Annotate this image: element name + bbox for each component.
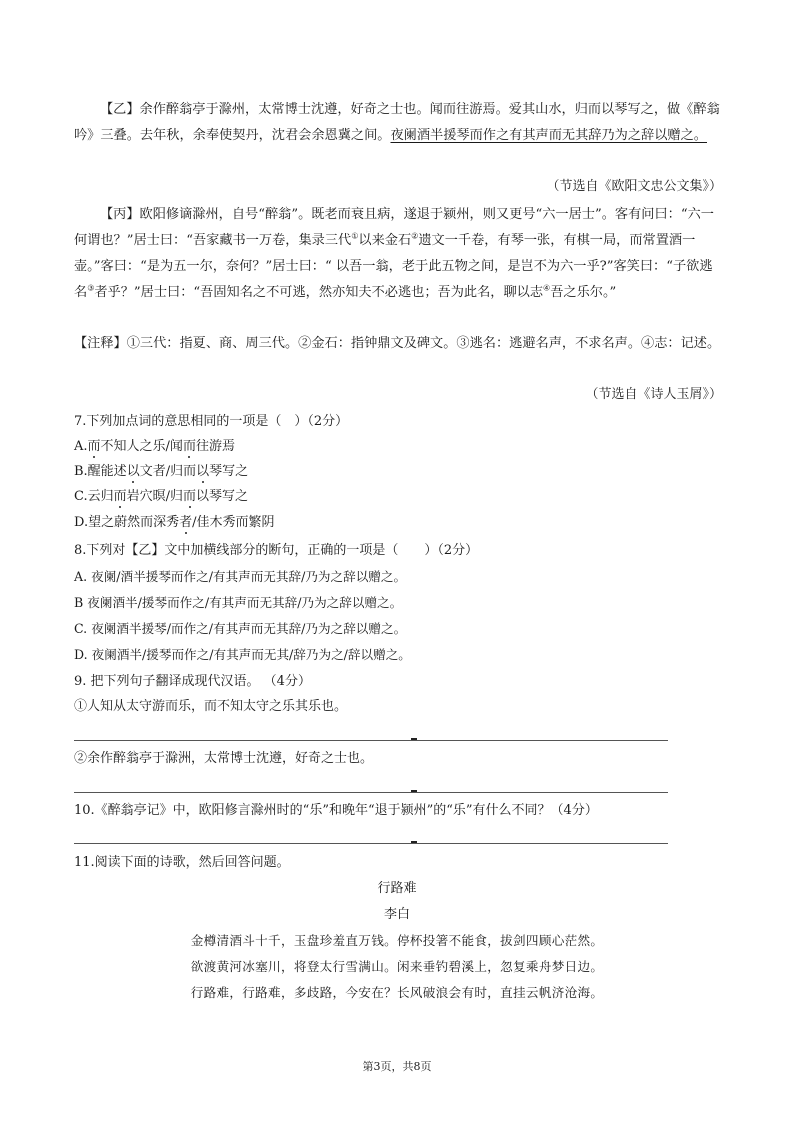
note-ref-1: ① — [351, 231, 359, 241]
q9-answer-line-2 — [74, 792, 668, 793]
poem-line-3: 行路难，行路难，多歧路，今安在？长风破浪会有时，直挂云帆济沧海。 — [190, 985, 604, 1000]
q7-b-dotted: 以 — [126, 464, 140, 479]
q7-a-part: 往游焉 — [195, 439, 235, 454]
q8-stem: 8.下列对【乙】文中加横线部分的断句，正确的一项是（ ）（2分） — [74, 543, 479, 558]
q7-c-part: C.云归 — [74, 489, 114, 504]
q9-answer-line-1 — [74, 740, 668, 741]
q7-d-part: /佳木秀而繁阴 — [192, 515, 275, 530]
passage-yi — [74, 97, 722, 149]
passage-yi-text: 【乙】余作醉翁亭于滁州，太常博士沈遵，好奇之士也。闻而往游焉。爱其山水，归而以琴写之，做《醉翁吟》三叠。去年秋，余奉使契丹，沈君会余恩冀之间。 — [74, 102, 720, 143]
q7-a-part: 不知人之乐/闻 — [100, 439, 183, 454]
passage-bing-source: （节选自《诗人玉屑》） — [585, 387, 722, 402]
answer-line-mark — [411, 738, 417, 740]
passage-bing-text-2: 以来金石 — [358, 233, 412, 248]
passage-bing-text-5: 吾之乐尔。” — [550, 285, 617, 300]
q7-b-part: 文者/归而 — [139, 464, 197, 479]
passage-yi-source: （节选自《欧阳文忠公文集》） — [546, 179, 722, 194]
q9-sentence-2: ②余作醉翁亭于滁洲，太常博士沈遵，好奇之士也。 — [74, 751, 374, 766]
q7-c-part: 岩穴暝/归 — [126, 489, 184, 504]
q7-c-dotted: 而 — [113, 489, 127, 504]
passage-yi-underlined: 夜阑酒半援琴而作之有其声而无其辞乃为之辞以赠之。 — [390, 128, 707, 143]
q7-option-b — [74, 462, 248, 482]
q8-option-a: A. 夜阑/酒半援琴而作之/有其声而无其辞/乃为之辞以赠之。 — [74, 569, 407, 584]
q7-stem: 7.下列加点词的意思相同的一项是（ ）（2分） — [74, 414, 349, 429]
note-ref-2: ② — [411, 231, 419, 241]
q7-d-part: D.望之蔚然而深秀 — [74, 515, 180, 530]
q8-option-b: B 夜阑酒半/援琴而作之/有其声而无其辞/乃为之辞以赠之。 — [74, 595, 403, 610]
q7-c-dotted: 而 — [183, 489, 197, 504]
q7-d-dotted: 者 — [179, 515, 193, 530]
poem-title: 行路难 — [377, 881, 417, 896]
answer-line-mark — [411, 841, 417, 843]
poem-author: 李白 — [383, 907, 410, 922]
passage-bing-text-4: 者乎？”居士曰：“吾固知名之不可逃，然亦知夫不必逃也；吾为此名，聊以志 — [94, 285, 544, 300]
passage-bing-text-3: 遗文一千卷，有琴一张，有棋一局，而常置酒一壶。”客曰：“是为五一尔，奈何？”居士曰：“ 以吾一翁，老于此五物之间，是岂不为六一乎?”客笑曰：“子欲逃名 — [74, 233, 713, 300]
q10-answer-line — [74, 843, 668, 844]
note-ref-4: ④ — [543, 283, 551, 293]
note-ref-3: ③ — [87, 283, 95, 293]
q7-b-part: B.醒能述 — [74, 464, 127, 479]
poem-line-1: 金樽清酒斗十千，玉盘珍羞直万钱。停杯投箸不能食，拔剑四顾心茫然。 — [190, 933, 604, 948]
q7-b-part: 琴写之 — [209, 464, 249, 479]
q7-option-d — [74, 513, 275, 533]
q7-a-dotted: 而 — [87, 439, 101, 454]
q7-option-c — [74, 487, 248, 507]
passage-bing-notes: 【注释】①三代：指夏、商、周三代。②金石：指钟鼎文及碑文。③逃名：逃避名声，不求名声。④志：记述。 — [74, 336, 721, 351]
q7-a-part: A. — [74, 439, 88, 454]
poem-line-2: 欲渡黄河冰塞川，将登太行雪满山。闲来垂钓碧溪上，忽复乘舟梦日边。 — [190, 959, 604, 974]
q9-sentence-1: ①人知从太守游而乐，而不知太守之乐其乐也。 — [74, 699, 348, 714]
page-footer: 第3页，共8页 — [362, 1060, 432, 1073]
q9-stem: 9. 把下列句子翻译成现代汉语。 （4分） — [74, 674, 311, 689]
q8-option-d: D. 夜阑酒半/援琴而作之/有其声而无其/辞乃为之/辞以赠之。 — [74, 647, 411, 662]
q7-b-dotted: 以 — [196, 464, 210, 479]
q8-option-c: C. 夜阑酒半援琴/而作之/有其声而无其辞/乃为之辞以赠之。 — [74, 621, 407, 636]
q11-stem: 11.阅读下面的诗歌，然后回答问题。 — [74, 855, 290, 870]
q7-c-part: 以琴写之 — [196, 489, 249, 504]
answer-line-mark — [411, 790, 417, 792]
passage-bing — [74, 202, 722, 306]
q7-a-dotted: 而 — [182, 439, 196, 454]
q10-stem: 10.《醉翁亭记》中，欧阳修言滁州时的“乐”和晚年“退于颍州”的“乐”有什么不同？（4分） — [74, 803, 598, 818]
passage-bing-text-1: 【丙】欧阳修谪滁州，自号“醉翁”。既老而衰且病，遂退于颍州，则又更号“六一居士”。客有问曰：“六一何谓也？”居士曰：“吾家藏书一万卷，集录三代 — [74, 207, 714, 248]
q7-option-a — [74, 437, 235, 457]
